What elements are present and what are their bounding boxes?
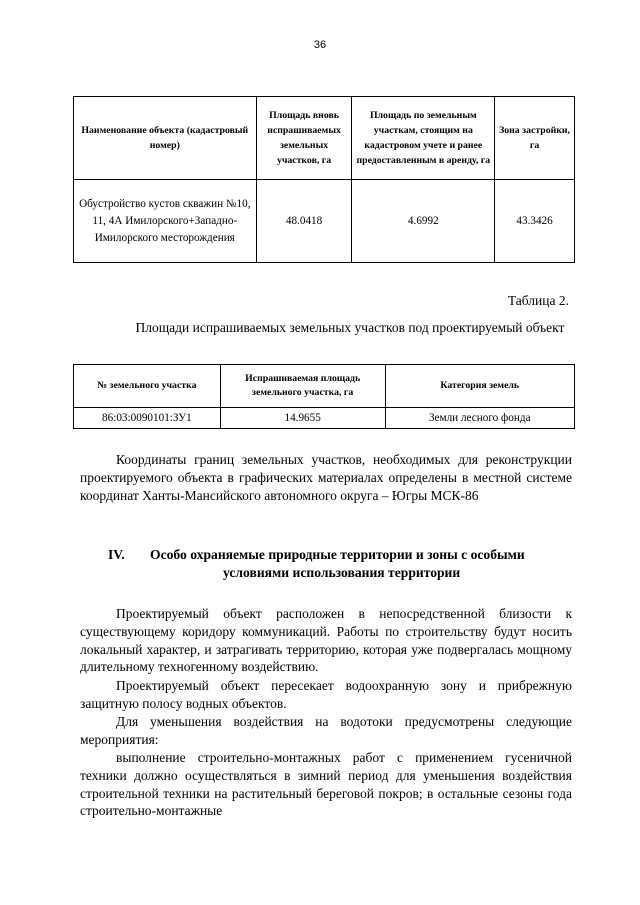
col-header-object-name: Наименование объекта (кадастровый номер) bbox=[74, 97, 257, 180]
table-header-row bbox=[74, 365, 575, 408]
col-header-build-zone: Зона застройки, га bbox=[495, 97, 575, 180]
col-header-land-category: Категория земель bbox=[385, 365, 575, 408]
cell-plot-number: 86:03:0090101:ЗУ1 bbox=[74, 408, 221, 429]
col-header-plot-number: № земельного участка bbox=[74, 365, 221, 408]
land-area-table bbox=[73, 96, 575, 263]
body-paragraph: Для уменьшения воздействия на водотоки предусмотрены следующие мероприятия: bbox=[80, 714, 572, 747]
section-title-line2: условиями использования территории bbox=[223, 565, 461, 580]
section-title-line1: Особо охраняемые природные территории и зоны с особыми bbox=[150, 547, 525, 562]
cell-build-zone: 43.3426 bbox=[495, 180, 575, 263]
col-header-registered-area: Площадь по земельным участкам, стоящим на кадастровом учете и ранее предоставленным в аренду, га bbox=[352, 97, 495, 180]
cell-land-category: Земли лесного фонда bbox=[385, 408, 575, 429]
table-row bbox=[74, 180, 575, 263]
cell-registered-area: 4.6992 bbox=[352, 180, 495, 263]
cell-new-area: 48.0418 bbox=[256, 180, 352, 263]
cell-requested-area: 14.9655 bbox=[220, 408, 385, 429]
table2-title: Площади испрашиваемых земельных участков под проектируемый объект bbox=[135, 320, 565, 335]
coordinates-paragraph: Координаты границ земельных участков, необходимых для реконструкции проектируемого объекта в графических материалах определены в местной системе координат Ханты-Мансийского автономного округа – Югры МСК-86 bbox=[80, 452, 572, 503]
table2-caption: Таблица 2. bbox=[507, 293, 569, 308]
col-header-requested-area: Испрашиваемая площадь земельного участка, га bbox=[220, 365, 385, 408]
table-row bbox=[74, 408, 575, 429]
body-paragraph: Проектируемый объект пересекает водоохранную зону и прибрежную защитную полосу водных объектов. bbox=[80, 678, 572, 711]
section-number: IV. bbox=[108, 547, 125, 562]
plot-area-table bbox=[73, 364, 575, 429]
table-header-row bbox=[74, 97, 575, 180]
page-number: 36 bbox=[313, 39, 327, 51]
col-header-new-area: Площадь вновь испрашиваемых земельных участков, га bbox=[256, 97, 352, 180]
body-paragraph: Проектируемый объект расположен в непосредственной близости к существующему коридору коммуникаций. Работы по строительству будут носить локальный характер, и затрагивать территорию, которая уже подвергалась мощному длительному техногенному воздействию. bbox=[80, 606, 572, 675]
cell-object-name: Обустройство кустов скважин №10, 11, 4А Имилорского+Западно-Имилорского месторождения bbox=[74, 180, 257, 263]
body-paragraph: выполнение строительно-монтажных работ с применением гусеничной техники должно осуществляться в зимний период для уменьшения воздействия строительной техники на растительный береговой покров; в остальные сезоны года строительно-монтажные bbox=[80, 750, 572, 819]
